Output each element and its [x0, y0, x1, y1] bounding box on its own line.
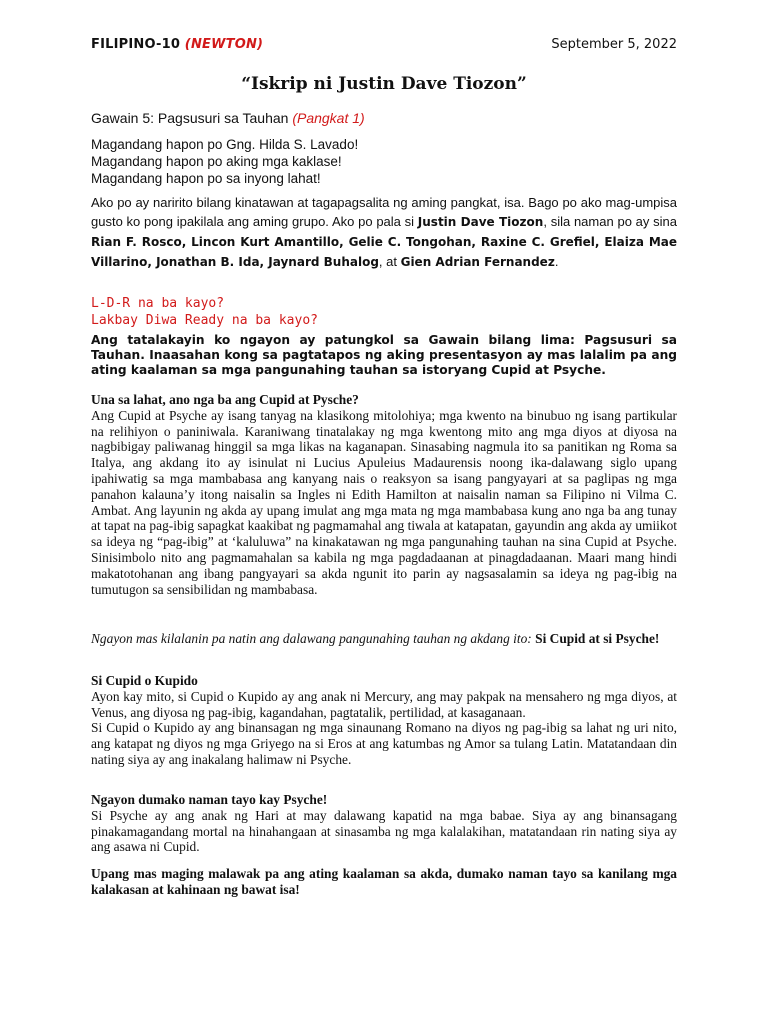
pangkat-label: (Pangkat 1) [292, 110, 365, 126]
intro-text: Ako po ay naririto bilang kinatawan at tagapagsalita ng aming pangkat, isa. Bago po ako mag-umpisa gusto ko pong ipakilala ang aming grupo. Ako po pala si [91, 195, 677, 229]
member-names: Rian F. Rosco, Lincon Kurt Amantillo, Gelie C. Tongohan, Raxine C. Grefiel, Elaiza Mae Villarino, Jonathan B. Ida, Jaynard Buhalog [91, 235, 677, 269]
topic-paragraph: Ang tatalakayin ko ngayon ay patungkol sa Gawain bilang lima: Pagsusuri sa Tauhan. Inaasahan kong sa pagtatapos ng aking presentasyon ay mas lalalim pa ang ating kaalaman sa mga pangunahing tauhan sa istoryang Cupid at Psyche. [91, 333, 677, 377]
ldr-line: Lakbay Diwa Ready na ba kayo? [91, 313, 318, 328]
page-title: “Iskrip ni Justin Dave Tiozon” [241, 74, 527, 94]
section-name: (NEWTON) [184, 37, 264, 52]
kilalanin-text: Ngayon mas kilalanin pa natin ang dalawang pangunahing tauhan ng akdang ito: [91, 631, 532, 646]
section-body: Si Cupid o Kupido ay ang binansagan ng mga sinaunang Romano na diyos ng pag-ibig sa lahat ng uri nito, ang katapat ng diyos ng mga Griyego na si Eros at ang katumbas ng Amor sa tulang Latin. Matatandaan din nating siya ay ang inakalang halimaw ni Psyche. [91, 720, 677, 767]
intro-text: , at [378, 254, 401, 269]
section-heading: Si Cupid o Kupido [91, 673, 198, 688]
intro-text: , sila naman po ay sina [543, 214, 678, 229]
section-heading: Ngayon dumako naman tayo kay Psyche! [91, 792, 328, 807]
intro-text: . [554, 254, 559, 269]
section-body: Si Psyche ay ang anak ng Hari at may dalawang kapatid na mga babae. Siya ay ang binansagang pinakamagandang mortal na hinahangaan at sinasamba ng mga kalalakihan, matatandaan rin nating siya ay ang asawa ni Cupid. [91, 807, 677, 855]
greeting-line: Magandang hapon po aking mga kaklase! [91, 154, 342, 169]
section-body: Ang Cupid at Psyche ay isang tanyag na klasikong mitolohiya; mga kwento na binubuo ng isang partikular na relihiyon o paniniwala. Karaniwang tinatalakay ng mga kwentong mito ang mga diyos at diyosa na nagbibigay paliwanag hinggil sa mga likas na kaganapan. Sinasabing nagmula ito sa panitikan ng Roma sa Italya, ang akdang ito ay isinulat ni Lucius Apuleius Madaurensis noong ika-dalawang siglo upang ipahiwatig sa mga mambabasa ang kanyang nais o reaksyon sa isang pangyayari at sa paglipas ng mga panahon kalauna’y itong naisalin sa Ingles ni Edith Hamilton at naisalin naman sa Filipino ni Vilma C. Ambat. Ang layunin ng akda ay upang imulat ang mga mata ng mga mambabasa kung ano nga ba ang tunay at tapat na pag-ibig sapagkat kaakibat ng pagmamahal ang tiwala at katapatan, gayundin ang akda ay umiikot sa ideya ng “pag-ibig” at ‘kaluluwa” na kinakatawan ng mga pangunahing tauhan na sina Cupid at Psyche. Sinisimbolo nito ang pagmamahalan sa kabila ng mga pagdadaanan at pinagdadaanan. Maari mang hindi makatotohanan ang ibang pangyayari sa akda ngunit ito parin ay nagsasalamin sa ideya ng pag-ibig na tumutugon sa sensibilidan ng mambabasa. [91, 407, 677, 597]
subject-label [91, 37, 263, 52]
section-heading: Una sa lahat, ano nga ba ang Cupid at Pysche? [91, 392, 359, 407]
cupid-section [91, 673, 677, 768]
greeting-line: Magandang hapon po Gng. Hilda S. Lavado! [91, 137, 359, 152]
ldr-prompt [91, 295, 318, 329]
greeting-line: Magandang hapon po sa inyong lahat! [91, 171, 321, 186]
kilalanin-paragraph [91, 631, 677, 647]
gawain-label: Gawain 5: Pagsusuri sa Tauhan [91, 110, 289, 126]
document-header [91, 37, 677, 55]
psyche-section [91, 792, 677, 855]
ldr-line: L-D-R na ba kayo? [91, 296, 225, 311]
closing-paragraph: Upang mas maging malawak pa ang ating kaalaman sa akda, dumako naman tayo sa kanilang mga kalakasan at kahinaan ng bawat isa! [91, 866, 677, 897]
presenter-name: Justin Dave Tiozon [417, 215, 544, 229]
member-name-last: Gien Adrian Fernandez [400, 255, 555, 269]
document-date: September 5, 2022 [551, 37, 677, 52]
gawain-heading [91, 110, 365, 126]
greetings-block [91, 136, 358, 187]
cupid-psyche-section [91, 392, 677, 597]
kilalanin-emphasis: Si Cupid at si Psyche! [531, 631, 660, 646]
subject-name: FILIPINO-10 [91, 37, 181, 52]
intro-paragraph [91, 193, 677, 272]
section-body: Ayon kay mito, si Cupid o Kupido ay ang anak ni Mercury, ang may pakpak na mensahero ng mga diyos, at Venus, ang diyosa ng pag-ibig, kagandahan, pagtatalik, pertilidad, at kasaganaan. [91, 688, 677, 720]
